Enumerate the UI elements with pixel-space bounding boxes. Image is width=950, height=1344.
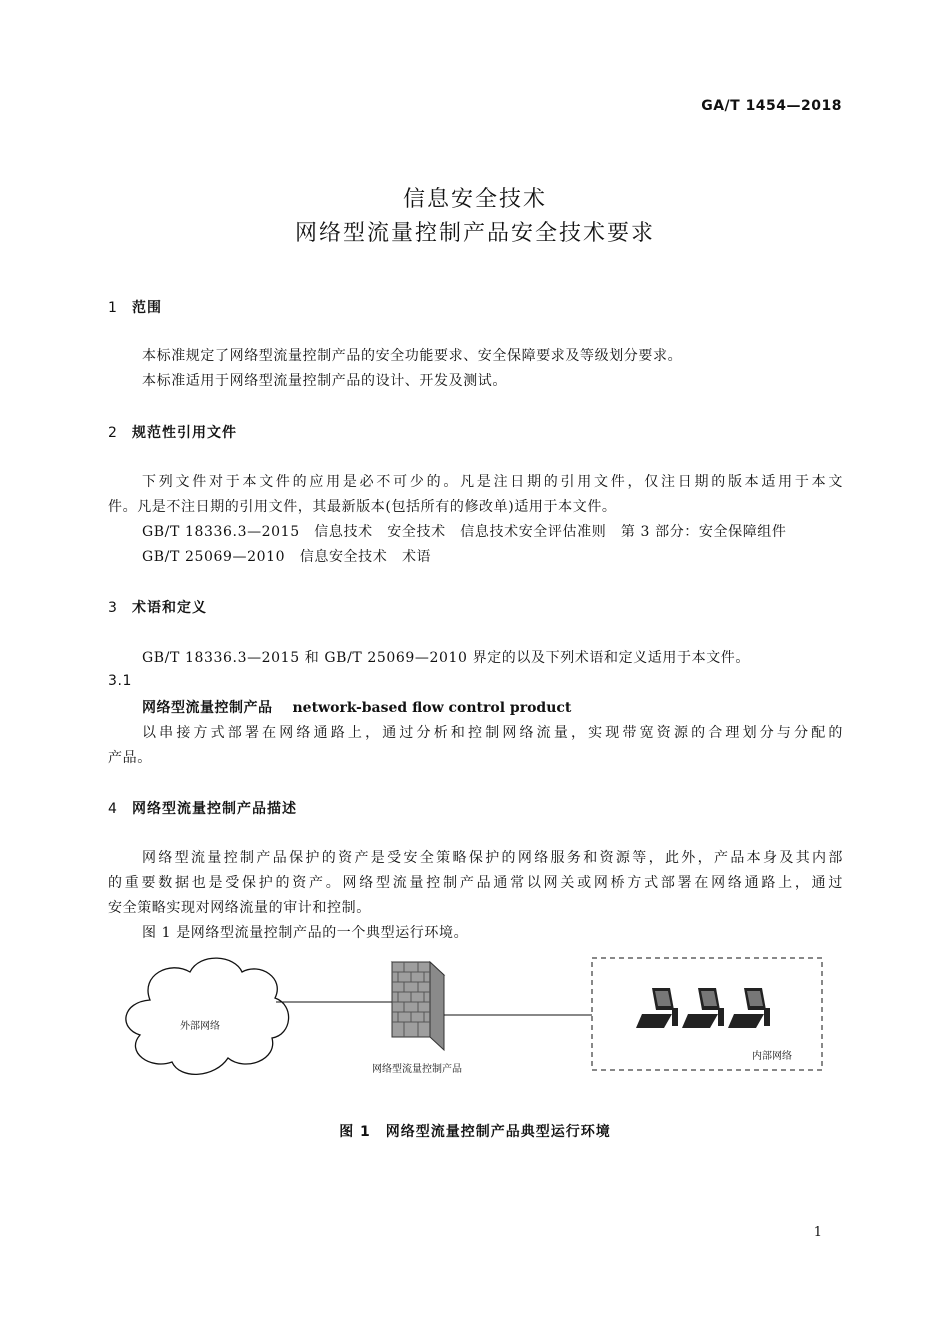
section-4-paragraph-line-1: 网络型流量控制产品保护的资产是受安全策略保护的网络服务和资源等，此外，产品本身及其内部 xyxy=(142,850,843,866)
term-english: network-based flow control product xyxy=(292,700,572,716)
term-definition-line-1: 以串接方式部署在网络通路上，通过分析和控制网络流量，实现带宽资源的合理划分与分配的 xyxy=(142,725,843,741)
section-4-paragraph-line-3: 安全策略实现对网络流量的审计和控制。 xyxy=(108,900,371,916)
section-3-paragraph: GB/T 18336.3—2015 和 GB/T 25069—2010 界定的以及下列术语和定义适用于本文件。 xyxy=(142,650,750,666)
section-title: 术语和定义 xyxy=(132,600,207,616)
external-network-label: 外部网络 xyxy=(180,1021,220,1032)
section-4-paragraph-2: 图 1 是网络型流量控制产品的一个典型运行环境。 xyxy=(142,925,469,941)
section-title: 规范性引用文件 xyxy=(132,425,237,441)
computer-icon xyxy=(682,988,724,1028)
reference-1: GB/T 18336.3—2015 信息技术 安全技术 信息技术安全评估准则 第 3 部分：安全保障组件 xyxy=(142,524,787,540)
section-4-paragraph-line-2: 的重要数据也是受保护的资产。网络型流量控制产品通常以网关或网桥方式部署在网络通路上，通过 xyxy=(108,875,843,891)
firewall-icon xyxy=(392,962,444,1050)
title-line-2: 网络型流量控制产品安全技术要求 xyxy=(294,221,655,246)
term-definition-line-2: 产品。 xyxy=(108,750,152,766)
reference-2: GB/T 25069—2010 信息安全技术 术语 xyxy=(142,549,432,565)
computer-icon xyxy=(636,988,678,1028)
standard-number: GA/T 1454—2018 xyxy=(701,98,842,114)
section-2-paragraph-line-1: 下列文件对于本文件的应用是必不可少的。凡是注日期的引用文件，仅注日期的版本适用于本文 xyxy=(142,474,843,490)
figure-caption: 图 1 网络型流量控制产品典型运行环境 xyxy=(339,1124,611,1140)
product-label: 网络型流量控制产品 xyxy=(372,1064,462,1075)
section-number: 4 xyxy=(108,801,118,817)
page-number: 1 xyxy=(813,1225,822,1240)
internal-network-label: 内部网络 xyxy=(752,1051,792,1062)
term-chinese: 网络型流量控制产品 xyxy=(142,700,273,716)
section-title: 网络型流量控制产品描述 xyxy=(132,801,297,817)
section-number: 3 xyxy=(108,600,118,616)
title-line-1: 信息安全技术 xyxy=(402,187,547,212)
section-1-paragraph-2: 本标准适用于网络型流量控制产品的设计、开发及测试。 xyxy=(142,373,507,389)
section-1-paragraph-1: 本标准规定了网络型流量控制产品的安全功能要求、安全保障要求及等级划分要求。 xyxy=(142,348,683,364)
section-number: 2 xyxy=(108,425,118,441)
section-number: 1 xyxy=(108,300,118,316)
subsection-number: 3.1 xyxy=(108,673,133,689)
computer-icon xyxy=(728,988,770,1028)
section-2-paragraph-line-2: 件。凡是不注日期的引用文件，其最新版本(包括所有的修改单)适用于本文件。 xyxy=(108,499,617,515)
section-title: 范围 xyxy=(132,300,162,316)
